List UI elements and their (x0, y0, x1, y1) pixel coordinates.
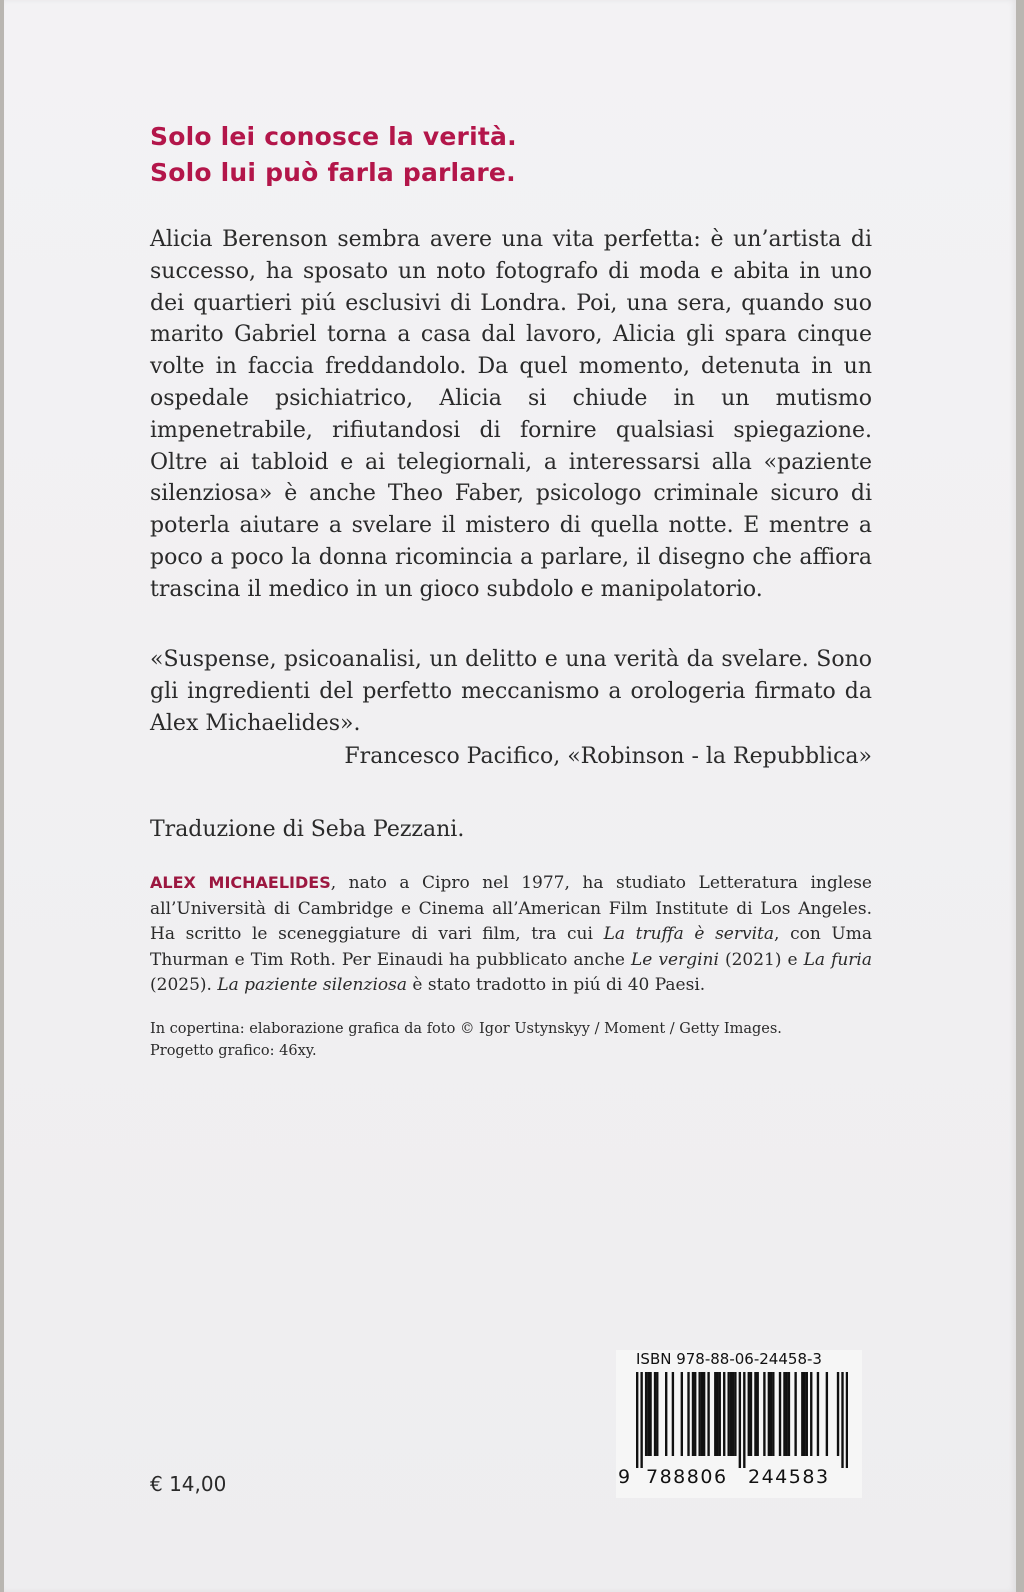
barcode-bar (645, 1372, 647, 1456)
tagline (150, 119, 517, 191)
review-quote (150, 644, 872, 773)
barcode-bar (768, 1372, 770, 1456)
book-back-cover (4, 0, 1016, 1592)
barcode-bar (640, 1372, 642, 1468)
barcode-bar (739, 1372, 741, 1468)
barcode-bar (817, 1372, 819, 1456)
barcode-bar (786, 1372, 788, 1456)
barcode-bar (701, 1372, 703, 1456)
barcode-bar (837, 1372, 839, 1456)
barcode-bar (826, 1372, 828, 1456)
tagline-line-1: Solo lei conosce la verità. (150, 122, 517, 151)
barcode-bar (654, 1372, 656, 1456)
barcode-bar (757, 1372, 759, 1456)
barcode-bar (783, 1372, 785, 1456)
barcode-bar (714, 1372, 716, 1456)
barcode-bar (698, 1372, 700, 1456)
author-bio (150, 870, 872, 999)
barcode-bar (649, 1372, 651, 1456)
quote-source: Francesco Pacifico, «Robinson - la Repubblica» (344, 744, 872, 770)
barcode-bar (730, 1372, 732, 1456)
barcode-bar (750, 1372, 752, 1456)
barcode-bar (636, 1372, 638, 1468)
barcode-bar (727, 1372, 729, 1456)
bio-title-2: Le vergini (631, 949, 719, 970)
barcode-left-group: 788806 (646, 1466, 728, 1488)
bio-text-1: , nato a Cipro nel 1977, ha studiato Letteratura inglese all’Università di Cambridge e Cinema all’American Film Institute di Los Angeles. Ha scritto le sceneggiature di vari film, tra cui (150, 873, 872, 945)
barcode-bar (806, 1372, 808, 1456)
bio-title-4: La paziente silenziosa (217, 975, 407, 996)
synopsis (150, 224, 872, 606)
barcode-bar (841, 1372, 843, 1468)
barcode-bar (681, 1372, 683, 1456)
barcode-bar (770, 1372, 772, 1456)
barcode-bar (647, 1372, 649, 1456)
barcode-bar (772, 1372, 774, 1456)
barcode-bar (694, 1372, 696, 1456)
translator-credit: Traduzione di Seba Pezzani. (150, 817, 465, 842)
barcode-bar (723, 1372, 725, 1456)
barcode-bar (692, 1372, 694, 1456)
bio-title-1: La truffa è servita (603, 924, 775, 945)
barcode-bar (687, 1372, 689, 1456)
cover-credits (150, 1018, 872, 1062)
barcode-bar (763, 1372, 765, 1456)
barcode-bar (788, 1372, 790, 1456)
barcode-bar (803, 1372, 805, 1456)
barcode-bar (703, 1372, 705, 1456)
bio-text-2: , con Uma Thurman e Tim Roth. Per Einaudi ha pubblicato anche (150, 924, 873, 970)
bio-title-3: La furia (803, 949, 873, 970)
barcode-lead-digit: 9 (618, 1466, 631, 1488)
barcode-bar (719, 1372, 721, 1456)
bio-text-3: (2021) e (718, 949, 804, 970)
barcode-bar (665, 1372, 667, 1456)
barcode-bar (846, 1372, 848, 1468)
barcode-bar (801, 1372, 803, 1456)
barcode-bar (716, 1372, 718, 1456)
author-name: ALEX MICHAELIDES (150, 873, 331, 892)
barcode-bar (672, 1372, 674, 1456)
barcode-bars (636, 1372, 848, 1468)
tagline-line-2: Solo lui può farla parlare. (150, 158, 516, 187)
quote-text: «Suspense, psicoanalisi, un delitto e una verità da svelare. Sono gli ingredienti del perfetto meccanismo a orologeria firmato da Alex Michaelides». (150, 647, 872, 736)
barcode-bar (656, 1372, 658, 1456)
design-credit: Progetto grafico: 46xy. (150, 1043, 317, 1059)
cover-photo-credit: In copertina: elaborazione grafica da foto © Igor Ustynskyy / Moment / Getty Images. (150, 1021, 782, 1037)
barcode-bar (734, 1372, 736, 1456)
price: € 14,00 (150, 1472, 227, 1496)
barcode-bar (794, 1372, 796, 1456)
barcode-bar (732, 1372, 734, 1456)
bio-text-5: è stato tradotto in piú di 40 Paesi. (406, 975, 706, 996)
isbn-barcode (616, 1350, 862, 1498)
synopsis-text: Alicia Berenson sembra avere una vita perfetta: è un’artista di successo, ha sposato un noto fotografo di moda e abita in uno dei quartieri piú esclusivi di Londra. Poi, una sera, quando suo marito Gabriel torna a casa dal lavoro, Alicia gli spara cinque volte in faccia freddandolo. Da quel momento, detenuta in un ospedale psichiatrico, Alicia si chiude in un mutismo impenetrabile, rifiutandosi di fornire qualsiasi spiegazione. Oltre ai tabloid e ai telegiornali, a interessarsi alla «paziente silenziosa» è anche Theo Faber, psicologo criminale sicuro di poterla aiutare a svelare il mistero di quella notte. E mentre a poco a poco la donna ricomincia a parlare, il disegno che affiora trascina il medico in un gioco subdolo e manipolatorio. (150, 227, 872, 602)
bio-text-4: (2025). (150, 975, 218, 996)
isbn-label: ISBN 978-88-06-24458-3 (636, 1350, 822, 1368)
barcode-bar (707, 1372, 709, 1456)
barcode-bar (754, 1372, 756, 1456)
barcode-bar (748, 1372, 750, 1456)
barcode-right-group: 244583 (748, 1466, 830, 1488)
barcode-bar (779, 1372, 781, 1456)
barcode-bar (810, 1372, 812, 1456)
barcode-bar (743, 1372, 745, 1468)
